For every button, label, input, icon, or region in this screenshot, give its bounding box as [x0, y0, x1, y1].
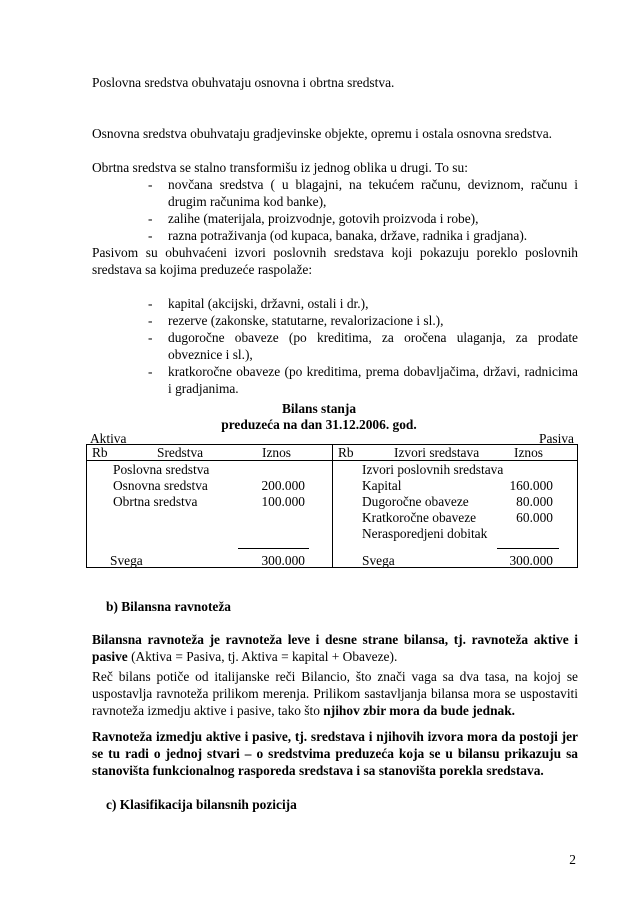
right-row-name: Dugoročne obaveze — [362, 494, 469, 509]
section-c-heading: c) Klasifikacija bilansnih pozicija — [106, 797, 297, 812]
list-pasiva — [148, 295, 578, 397]
list-item: - rezerve (zakonske, statutarne, revalorizacione i sl.), — [148, 312, 578, 329]
paragraph-osnovna: Osnovna sredstva obuhvataju gradjevinske objekte, opremu i ostala osnovna sredstva. — [92, 126, 553, 141]
paragraph-ravnoteza-reason: Ravnoteža izmedju aktive i pasive, tj. sredstava i njihovih izvora mora da postoji jer se tu radi o jednoj stvari – o sredstvima preduzeća koja se u bilansu prikazuju sa stanovišta funkcionalnog rasporeda sredstava i sa stanovišta porekla sredstava. — [92, 729, 578, 778]
left-row-amount: 200.000 — [261, 478, 305, 493]
list-item: - razna potraživanja (od kupaca, banaka, države, radnika i gradjana). — [148, 227, 578, 244]
right-header-iznos: Iznos — [514, 445, 544, 460]
section-b-heading: b) Bilansna ravnoteža — [106, 599, 231, 614]
left-row-name: Osnovna sredstva — [113, 478, 208, 493]
body-text: Reč bilans potiče od italijanske reči Bilancio, što znači vaga sa dva tasa, na kojoj se uspostavlja ravnoteža prilikom merenja. Prilikom sastavljanja bilansa mora se uspostaviti ravnoteža izmedju aktive i pasive, tako što — [92, 669, 578, 718]
right-row-name: Kratkoročne obaveze — [362, 510, 477, 525]
balance-subtitle: preduzeća na dan 31.12.2006. god. — [221, 417, 417, 432]
bold-text: njihov zbir mora da bude jednak. — [323, 703, 516, 718]
paragraph-obrtna: Obrtna sredstva se stalno transformišu iz jednog oblika u drugi. To su: — [92, 160, 468, 175]
right-row-name: Kapital — [362, 478, 402, 493]
left-header-rb: Rb — [92, 445, 108, 460]
list-item: - zalihe (materijala, proizvodnje, gotovih proizvoda i robe), — [148, 210, 578, 227]
right-row-name: Nerasporedjeni dobitak — [362, 526, 488, 541]
left-row-name: Obrtna sredstva — [113, 494, 198, 509]
paragraph-ravnoteza-definition — [92, 631, 578, 665]
left-total-amount: 300.000 — [261, 553, 305, 568]
right-row-amount: 60.000 — [516, 510, 553, 525]
right-total-label: Svega — [362, 553, 395, 568]
list-item: - novčana sredstva ( u blagajni, na tekućem računu, deviznom, računu i drugim računima kod banke), — [148, 176, 578, 210]
left-total-underline — [238, 548, 309, 549]
aktiva-label: Aktiva — [90, 431, 127, 446]
right-row-amount: 80.000 — [516, 494, 553, 509]
left-header-sredstva: Sredstva — [157, 445, 204, 460]
bold-text: Bilansna ravnoteža je ravnoteža leve i desne strane bilansa, tj. ravnoteža aktive i pasive — [92, 632, 578, 664]
right-header-izvori: Izvori sredstava — [394, 445, 480, 460]
left-header-iznos: Iznos — [262, 445, 292, 460]
right-group-label: Izvori poslovnih sredstava — [362, 462, 504, 477]
list-item: - dugoročne obaveze (po kreditima, za oročena ulaganja, za prodate obveznice i sl.), — [148, 329, 578, 363]
table-center-divider — [332, 444, 333, 568]
right-row-amount: 160.000 — [509, 478, 553, 493]
right-total-amount: 300.000 — [509, 553, 553, 568]
page-number: 2 — [569, 852, 576, 867]
list-item: - kratkoročne obaveze (po kreditima, prema dobavljačima, državi, radnicima i gradjanima. — [148, 363, 578, 397]
pasiva-label: Pasiva — [539, 431, 574, 446]
left-row-amount: 100.000 — [261, 494, 305, 509]
formula-text: (Aktiva = Pasiva, tj. Aktiva = kapital + Obaveze). — [131, 649, 398, 664]
paragraph-poslovna: Poslovna sredstva obuhvataju osnovna i obrtna sredstva. — [92, 75, 395, 90]
right-header-rb: Rb — [338, 445, 354, 460]
balance-title: Bilans stanja — [281, 401, 357, 416]
list-obrtna-sredstva — [148, 176, 578, 244]
right-total-underline — [497, 548, 559, 549]
paragraph-pasiva: Pasivom su obuhvaćeni izvori poslovnih sredstava koji pokazuju poreklo poslovnih sredstava sa kojima preduzeće raspolaže: — [92, 245, 578, 277]
list-item: - kapital (akcijski, državni, ostali i dr.), — [148, 295, 578, 312]
paragraph-bilancio — [92, 668, 578, 719]
left-group-label: Poslovna sredstva — [113, 462, 210, 477]
left-total-label: Svega — [110, 553, 143, 568]
